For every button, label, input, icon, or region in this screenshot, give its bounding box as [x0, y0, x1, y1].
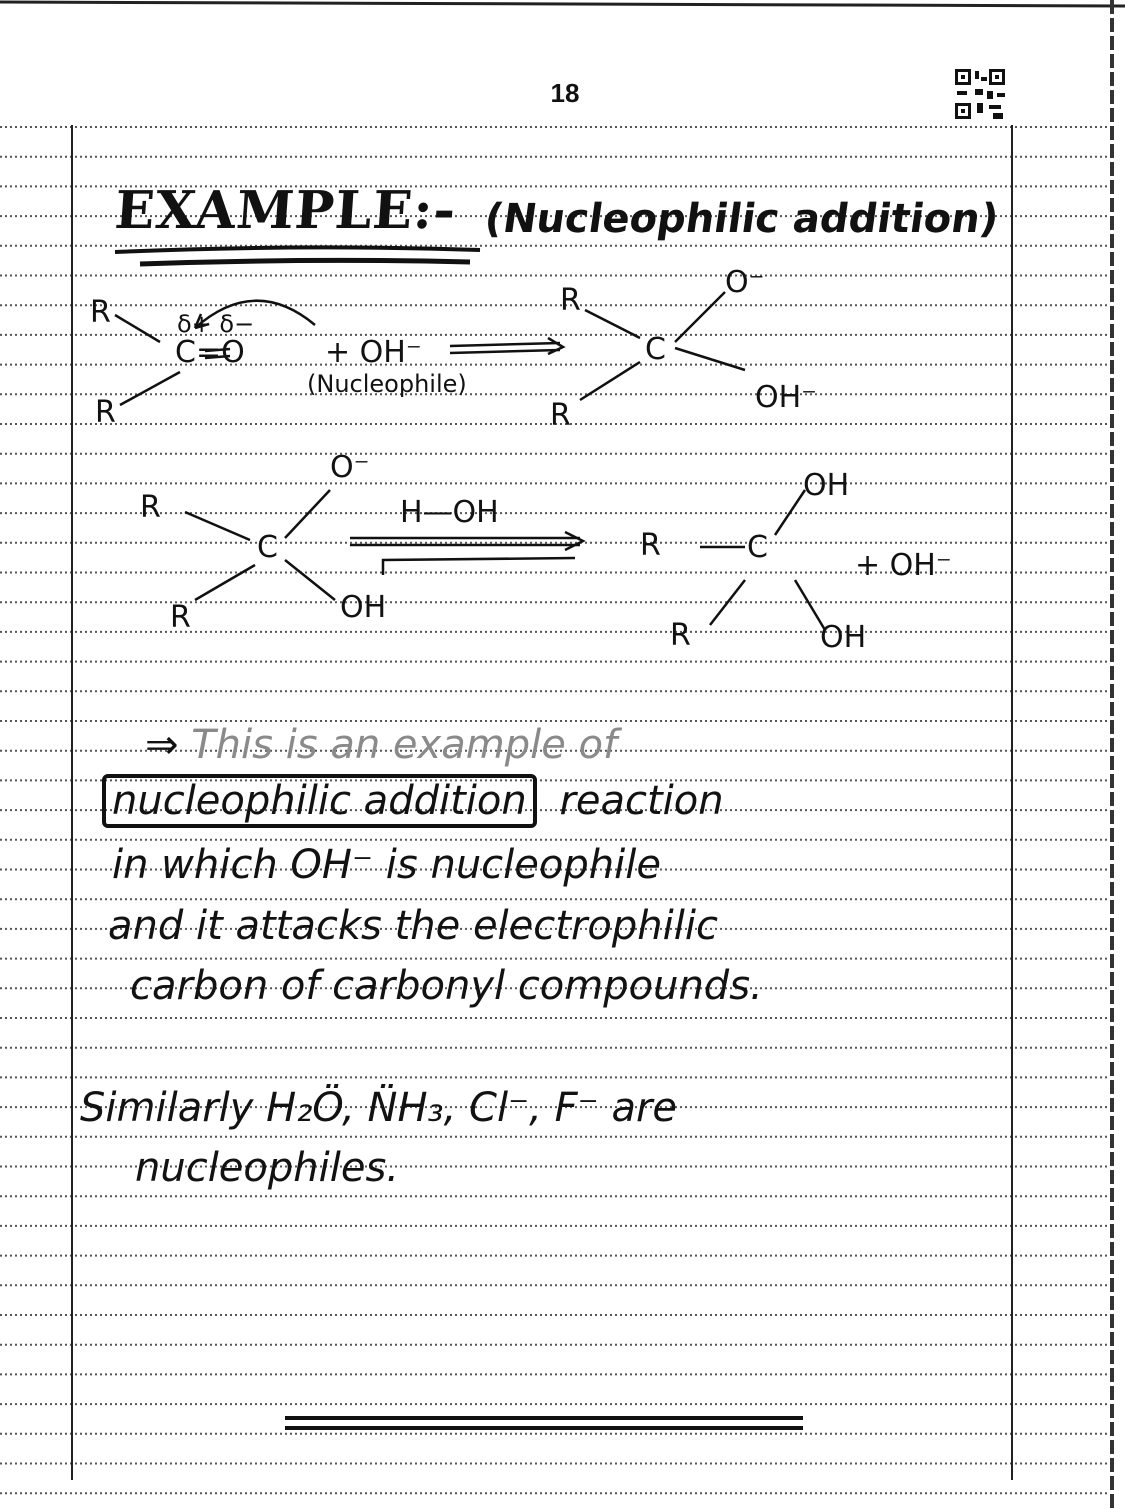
r2-prod-OH-bottom: OH [820, 620, 867, 655]
r1-left-R-top: R [90, 295, 111, 330]
explanation-line-5: carbon of carbonyl compounds. [130, 963, 763, 1009]
reaction-1 [85, 265, 845, 433]
similarly-line-1: Similarly H₂Ö, N̈H₃, Cl⁻, F⁻ are [80, 1085, 678, 1131]
r1-prod-O: O⁻ [725, 265, 765, 300]
top-edge-line [0, 2, 1125, 6]
r2-reagent: H—OH [400, 495, 499, 530]
explanation-line-2: nucleophilic addition reaction [102, 778, 724, 824]
r1-reagent: + OH⁻ [325, 335, 422, 370]
r1-carbonyl: C=O [175, 335, 245, 370]
r1-prod-R-top: R [560, 283, 581, 318]
r1-prod-C: C [645, 332, 666, 367]
r2-left-C: C [257, 530, 278, 565]
r1-partial-charges: δ+ δ− [177, 310, 255, 338]
r2-left-R-top: R [140, 490, 161, 525]
r1-nucleophile-label: (Nucleophile) [307, 370, 467, 398]
r2-left-OH: OH [340, 590, 387, 625]
implies-arrow: ⇒ [145, 722, 179, 768]
boxed-term: nucleophilic addition [102, 774, 537, 828]
reaction-2 [135, 440, 995, 670]
r2-prod-OH-top: OH [803, 468, 850, 503]
r1-prod-OH: OH⁻ [755, 380, 818, 415]
r1-left-R-bottom: R [95, 395, 116, 430]
r1-prod-R-bottom: R [550, 398, 571, 433]
r2-left-R-bottom: R [170, 600, 191, 635]
explanation-line-4: and it attacks the electrophilic [108, 903, 718, 949]
r2-left-O: O⁻ [330, 450, 370, 485]
heading-separator: :- [411, 180, 459, 241]
r2-prod-R-bottom: R [670, 618, 691, 653]
r2-byproduct: + OH⁻ [855, 548, 952, 583]
heading-underline [110, 240, 490, 270]
r2-prod-R-left: R [640, 528, 661, 563]
page-number: 18 [550, 78, 580, 108]
heading-title: EXAMPLE:- [112, 180, 459, 241]
r2-prod-C: C [747, 530, 768, 565]
similarly-line-2: nucleophiles. [135, 1145, 400, 1191]
explanation-line-3: in which OH⁻ is nucleophile [112, 842, 661, 888]
heading-subtitle: (Nucleophilic addition) [481, 196, 1002, 242]
explanation-line-1: ⇒ This is an example of [145, 722, 618, 768]
qr-code-icon [953, 67, 1007, 121]
